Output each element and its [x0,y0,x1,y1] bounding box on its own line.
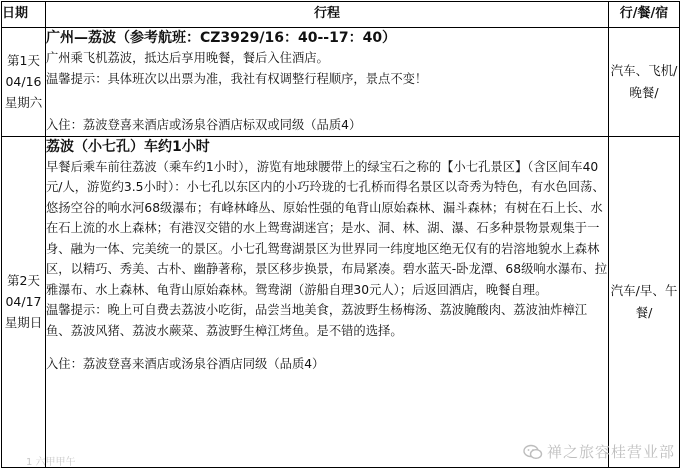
day-weekday: 星期六 [4,95,43,111]
day-cell [2,136,46,467]
watermark-text: 禅之旅容桂营业部 [546,443,675,461]
day-row-1 [2,28,680,137]
watermark [523,441,675,462]
day-date: 04/17 [5,294,42,309]
tip-text: 温馨提示：具体班次以出票为准，我社有权调整行程顺序，景点不变！ [46,71,428,86]
itinerary-table [1,1,680,468]
service-cell: 汽车、飞机/晚餐/ [609,28,680,137]
itinerary-text: 广州乘飞机荔波，抵达后享用晚餐，餐后入住酒店。 [46,51,329,65]
header-itinerary: 行程 [46,2,609,28]
stay-text: 入住：荔波登喜来酒店或汤泉谷酒店同级（品质4） [46,357,325,371]
wechat-icon [523,444,543,460]
day-title: 荔波（小七孔）车约1小时 [46,138,210,155]
day-date: 04/16 [5,74,42,90]
tip-text: 温馨提示：晚上可自费去荔波小吃街，品尝当地美食，荔波野生杨梅汤、荔波腌酸肉、荔波油炸樟江鱼、荔波风猪、荔波水蕨菜、荔波野生樟江烤鱼。是不错的选择。 [46,303,588,338]
day-weekday: 星期日 [4,315,43,330]
stay-text: 入住：荔波登喜来酒店或汤泉谷酒店标双或同级（品质4） [46,118,362,132]
itinerary-text: 早餐后乘车前往荔波（乘车约1小时），游览有地球腰带上的绿宝石之称的【小七孔景区】（含区间车40元/人，游览约3.5小时）：小七孔以东区内的小巧玲珑的七孔桥而得名景区以奇秀为特色，有水色回荡、悠扬空谷的响水河68级瀑布；有峰林峰丛、原始性强的龟背山原始森林、漏斗森林；有树在石上长、水在石上流的水上森林；有港汊交错的水上鸳鸯湖迷宫；是水、洞、林、湖、瀑、石多种景物景观集于一身、融为一体、完美统一的景区。小七孔鸳鸯湖景区为世界同一纬度地区绝无仅有的岩溶地貌水上森林区，以精巧、秀美、古朴、幽静著称，景区移步换景，布局紧凑。碧水蓝天-卧龙潭、68级响水瀑布、拉雅瀑布、水上森林、龟背山原始森林。鸳鸯湖（游船自理30元人）；后返回酒店，晚餐自理。 [46,159,608,297]
day-title: 广州—荔波（参考航班：CZ3929/16：40--17：40） [46,30,397,46]
itinerary-cell [46,136,609,467]
service-cell: 汽车/早、午餐/ [609,136,680,467]
header-date: 日期 [2,2,46,28]
watermark-small: 1 六甲甲午 [26,457,76,468]
day-number: 第1天 [7,53,40,69]
header-row [2,2,680,28]
day-row-2 [2,136,680,467]
header-service: 行/餐/宿 [609,2,680,28]
day-number: 第2天 [7,273,40,288]
itinerary-cell [46,28,609,137]
day-cell [2,28,46,137]
